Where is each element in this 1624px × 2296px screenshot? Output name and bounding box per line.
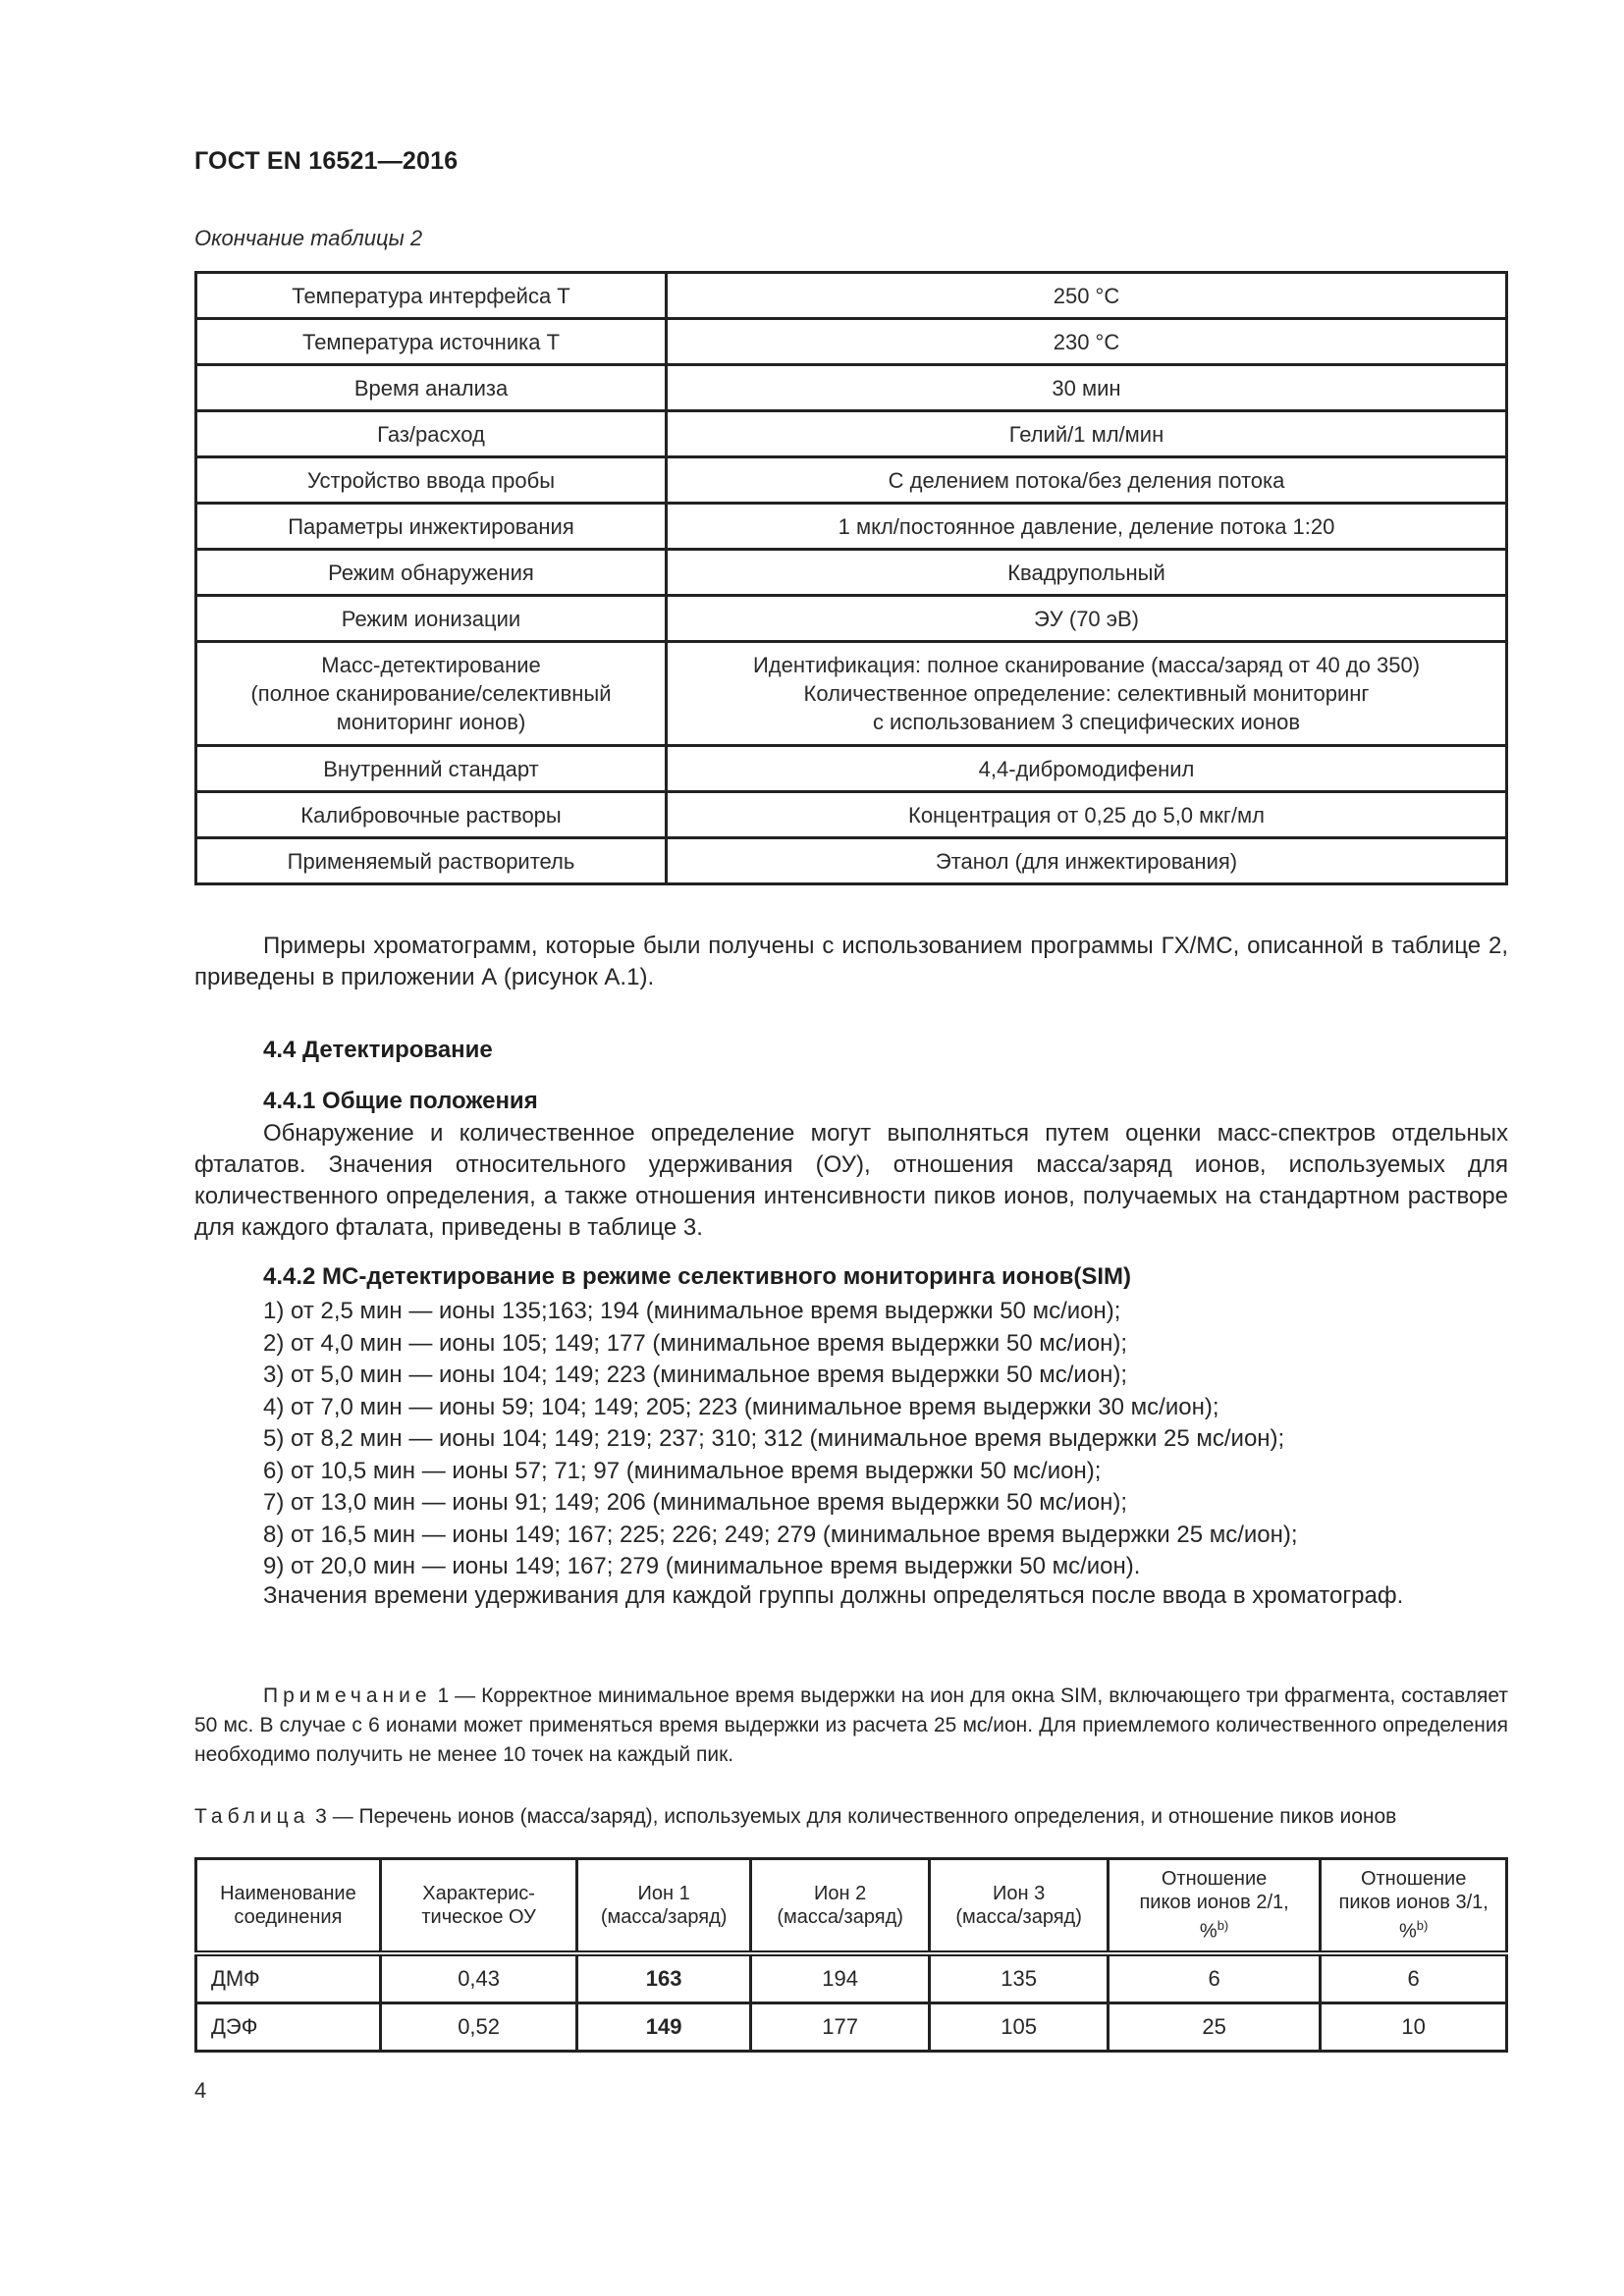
list-item: 6) от 10,5 мин — ионы 57; 71; 97 (минимальное время выдержки 50 мс/ион); <box>263 1457 1102 1484</box>
list-item: 2) от 4,0 мин — ионы 105; 149; 177 (минимальное время выдержки 50 мс/ион); <box>263 1329 1128 1357</box>
header-ion-3 <box>930 1859 1108 1954</box>
table-row <box>196 2003 1507 2052</box>
percent-sign: % <box>1398 1920 1417 1943</box>
relative-retention-cell: 0,52 <box>380 2003 577 2052</box>
table-header-row <box>196 1859 1507 1954</box>
table-row <box>196 273 1507 319</box>
table-3-caption <box>194 1802 1508 1832</box>
table-row <box>196 411 1507 457</box>
table-2-continuation-label: Окончание таблицы 2 <box>194 226 423 250</box>
header-line: (масса/заряд) <box>777 1906 903 1928</box>
table-row <box>196 365 1507 411</box>
value-line: Идентификация: полное сканирование (масса/заряд от 40 до 350) <box>752 653 1421 677</box>
section-heading-4-4: 4.4 Детектирование <box>263 1037 493 1063</box>
value-cell: 1 мкл/постоянное давление, деление потока 1:20 <box>667 504 1507 550</box>
note-label: Примечание <box>263 1684 432 1707</box>
list-item: 4) от 7,0 мин — ионы 59; 104; 149; 205; 223 (минимальное время выдержки 30 мс/ион); <box>263 1393 1219 1420</box>
document-standard-title: ГОСТ EN 16521—2016 <box>194 147 459 175</box>
header-line: (масса/заряд) <box>600 1906 728 1928</box>
section-heading-4-4-2: 4.4.2 МС-детектирование в режиме селективного мониторинга ионов(SIM) <box>263 1263 1132 1290</box>
param-line: мониторинг ионов) <box>336 710 526 734</box>
header-line: Ион 3 <box>992 1883 1046 1904</box>
header-ion-2 <box>750 1859 929 1954</box>
header-line <box>1113 1914 1315 1944</box>
ratio-2-1-cell: 25 <box>1108 2003 1320 2052</box>
value-cell: 250 °C <box>667 273 1507 319</box>
header-relative-retention <box>380 1859 577 1954</box>
value-cell: 230 °C <box>667 319 1507 365</box>
list-item: 7) от 13,0 мин — ионы 91; 149; 206 (минимальное время выдержки 50 мс/ион); <box>263 1489 1128 1516</box>
table-3-ion-list <box>194 1857 1508 2053</box>
header-line: (масса/заряд) <box>955 1906 1082 1928</box>
value-cell: Концентрация от 0,25 до 5,0 мкг/мл <box>667 792 1507 838</box>
note-text: 1 — Корректное минимальное время выдержки на ион для окна SIM, включающего три фрагмента, составляет 50 мс. В случае с 6 ионами может применяться время выдержки из расчета 25 мс/ион. Для приемлемого количественного определения необходимо получить не менее 10 точек на каждый пик. <box>194 1684 1508 1766</box>
param-cell: Температура источника T <box>196 319 667 365</box>
header-line <box>1326 1914 1501 1944</box>
value-line: Количественное определение: селективный мониторинг <box>803 681 1370 706</box>
list-item: 8) от 16,5 мин — ионы 149; 167; 225; 226; 249; 279 (минимальное время выдержки 25 мс/ион); <box>263 1521 1298 1548</box>
table-3-caption-text: 3 — Перечень ионов (масса/заряд), используемых для количественного определения, и отношение пиков ионов <box>309 1805 1397 1828</box>
value-line: с использованием 3 специфических ионов <box>872 710 1301 734</box>
header-line: Отношение <box>1360 1868 1467 1891</box>
ratio-2-1-cell: 6 <box>1108 1953 1320 2003</box>
header-line: Наименование <box>220 1883 356 1904</box>
ion-3-cell: 135 <box>930 1953 1108 2003</box>
compound-name-cell: ДМФ <box>196 1953 381 2003</box>
param-cell: Устройство ввода пробы <box>196 457 667 504</box>
value-cell: Квадрупольный <box>667 550 1507 596</box>
table-row <box>196 1953 1507 2003</box>
footnote-ref: b) <box>1217 1918 1229 1934</box>
ion-3-cell: 105 <box>930 2003 1108 2052</box>
relative-retention-cell: 0,43 <box>380 1953 577 2003</box>
header-line: соединения <box>234 1906 343 1928</box>
table-3-caption-label: Таблица <box>194 1805 310 1828</box>
param-cell: Режим обнаружения <box>196 550 667 596</box>
param-cell: Параметры инжектирования <box>196 504 667 550</box>
value-cell: 4,4-дибромодифенил <box>667 746 1507 792</box>
footnote-ref: b) <box>1416 1918 1429 1934</box>
table-row <box>196 642 1507 746</box>
header-line: пиков ионов 2/1, <box>1139 1892 1289 1914</box>
param-cell: Режим ионизации <box>196 596 667 642</box>
table-row <box>196 792 1507 838</box>
paragraph-chromatogram-examples: Примеры хроматограмм, которые были получены с использованием программы ГХ/МС, описанной в таблице 2, приведены в приложении А (рисунок А.1). <box>194 933 1508 990</box>
percent-sign: % <box>1199 1920 1218 1943</box>
param-cell: Калибровочные растворы <box>196 792 667 838</box>
param-line: (полное сканирование/селективный <box>250 681 612 706</box>
header-ratio-3-1 <box>1321 1859 1507 1954</box>
page-number: 4 <box>194 2078 207 2103</box>
header-line: Ион 2 <box>814 1883 867 1904</box>
param-cell <box>196 642 667 746</box>
header-ion-1 <box>577 1859 751 1954</box>
param-cell: Применяемый растворитель <box>196 838 667 884</box>
paragraph-general-provisions: Обнаружение и количественное определение могут выполняться путем оценки масс-спектров отдельных фталатов. Значения относительного удерживания (ОУ), отношения масса/заряд ионов, используемых для количественного определения, а также отношения интенсивности пиков ионов, получаемых на стандартном растворе для каждого фталата, приведены в таблице 3. <box>194 1120 1508 1241</box>
table-row <box>196 838 1507 884</box>
param-line: Масс-детектирование <box>321 653 541 677</box>
list-item: 9) от 20,0 мин — ионы 149; 167; 279 (минимальное время выдержки 50 мс/ион). <box>263 1553 1141 1579</box>
value-cell: С делением потока/без деления потока <box>667 457 1507 504</box>
list-item: 5) от 8,2 мин — ионы 104; 149; 219; 237; 310; 312 (минимальное время выдержки 25 мс/ион); <box>263 1425 1285 1452</box>
value-cell: ЭУ (70 эВ) <box>667 596 1507 642</box>
value-cell: Этанол (для инжектирования) <box>667 838 1507 884</box>
header-line: Характерис- <box>422 1883 535 1904</box>
header-line: Ион 1 <box>637 1883 690 1904</box>
value-cell <box>667 642 1507 746</box>
list-item: 3) от 5,0 мин — ионы 104; 149; 223 (минимальное время выдержки 50 мс/ион); <box>263 1362 1128 1388</box>
header-ratio-2-1 <box>1108 1859 1320 1954</box>
paragraph-retention-times: Значения времени удерживания для каждой группы должны определяться после ввода в хроматограф. <box>263 1582 1404 1609</box>
ion-1-cell: 149 <box>577 2003 751 2052</box>
list-item: 1) от 2,5 мин — ионы 135;163; 194 (минимальное время выдержки 50 мс/ион); <box>263 1298 1121 1324</box>
table-2-gc-ms-parameters <box>194 271 1508 885</box>
table-row <box>196 550 1507 596</box>
param-cell <box>196 273 667 319</box>
header-line: Отношение <box>1161 1868 1268 1891</box>
compound-name-cell: ДЭФ <box>196 2003 381 2052</box>
section-heading-4-4-1: 4.4.1 Общие положения <box>263 1088 538 1114</box>
ratio-3-1-cell: 10 <box>1321 2003 1507 2052</box>
ion-2-cell: 177 <box>750 2003 929 2052</box>
header-line: тическое ОУ <box>421 1906 536 1928</box>
param-cell: Время анализа <box>196 365 667 411</box>
table-row <box>196 746 1507 792</box>
param-cell: Газ/расход <box>196 411 667 457</box>
param-cell: Внутренний стандарт <box>196 746 667 792</box>
param-text: Температура интерфейса T <box>292 283 570 308</box>
ion-1-cell: 163 <box>577 1953 751 2003</box>
header-compound-name <box>196 1859 381 1954</box>
value-cell: Гелий/1 мл/мин <box>667 411 1507 457</box>
value-cell: 30 мин <box>667 365 1507 411</box>
sim-windows-list <box>263 1296 1508 1583</box>
ratio-3-1-cell: 6 <box>1321 1953 1507 2003</box>
table-row <box>196 319 1507 365</box>
table-row <box>196 596 1507 642</box>
ion-2-cell: 194 <box>750 1953 929 2003</box>
table-row <box>196 457 1507 504</box>
table-row <box>196 504 1507 550</box>
header-line: пиков ионов 3/1, <box>1338 1892 1489 1914</box>
note-1 <box>194 1682 1508 1770</box>
